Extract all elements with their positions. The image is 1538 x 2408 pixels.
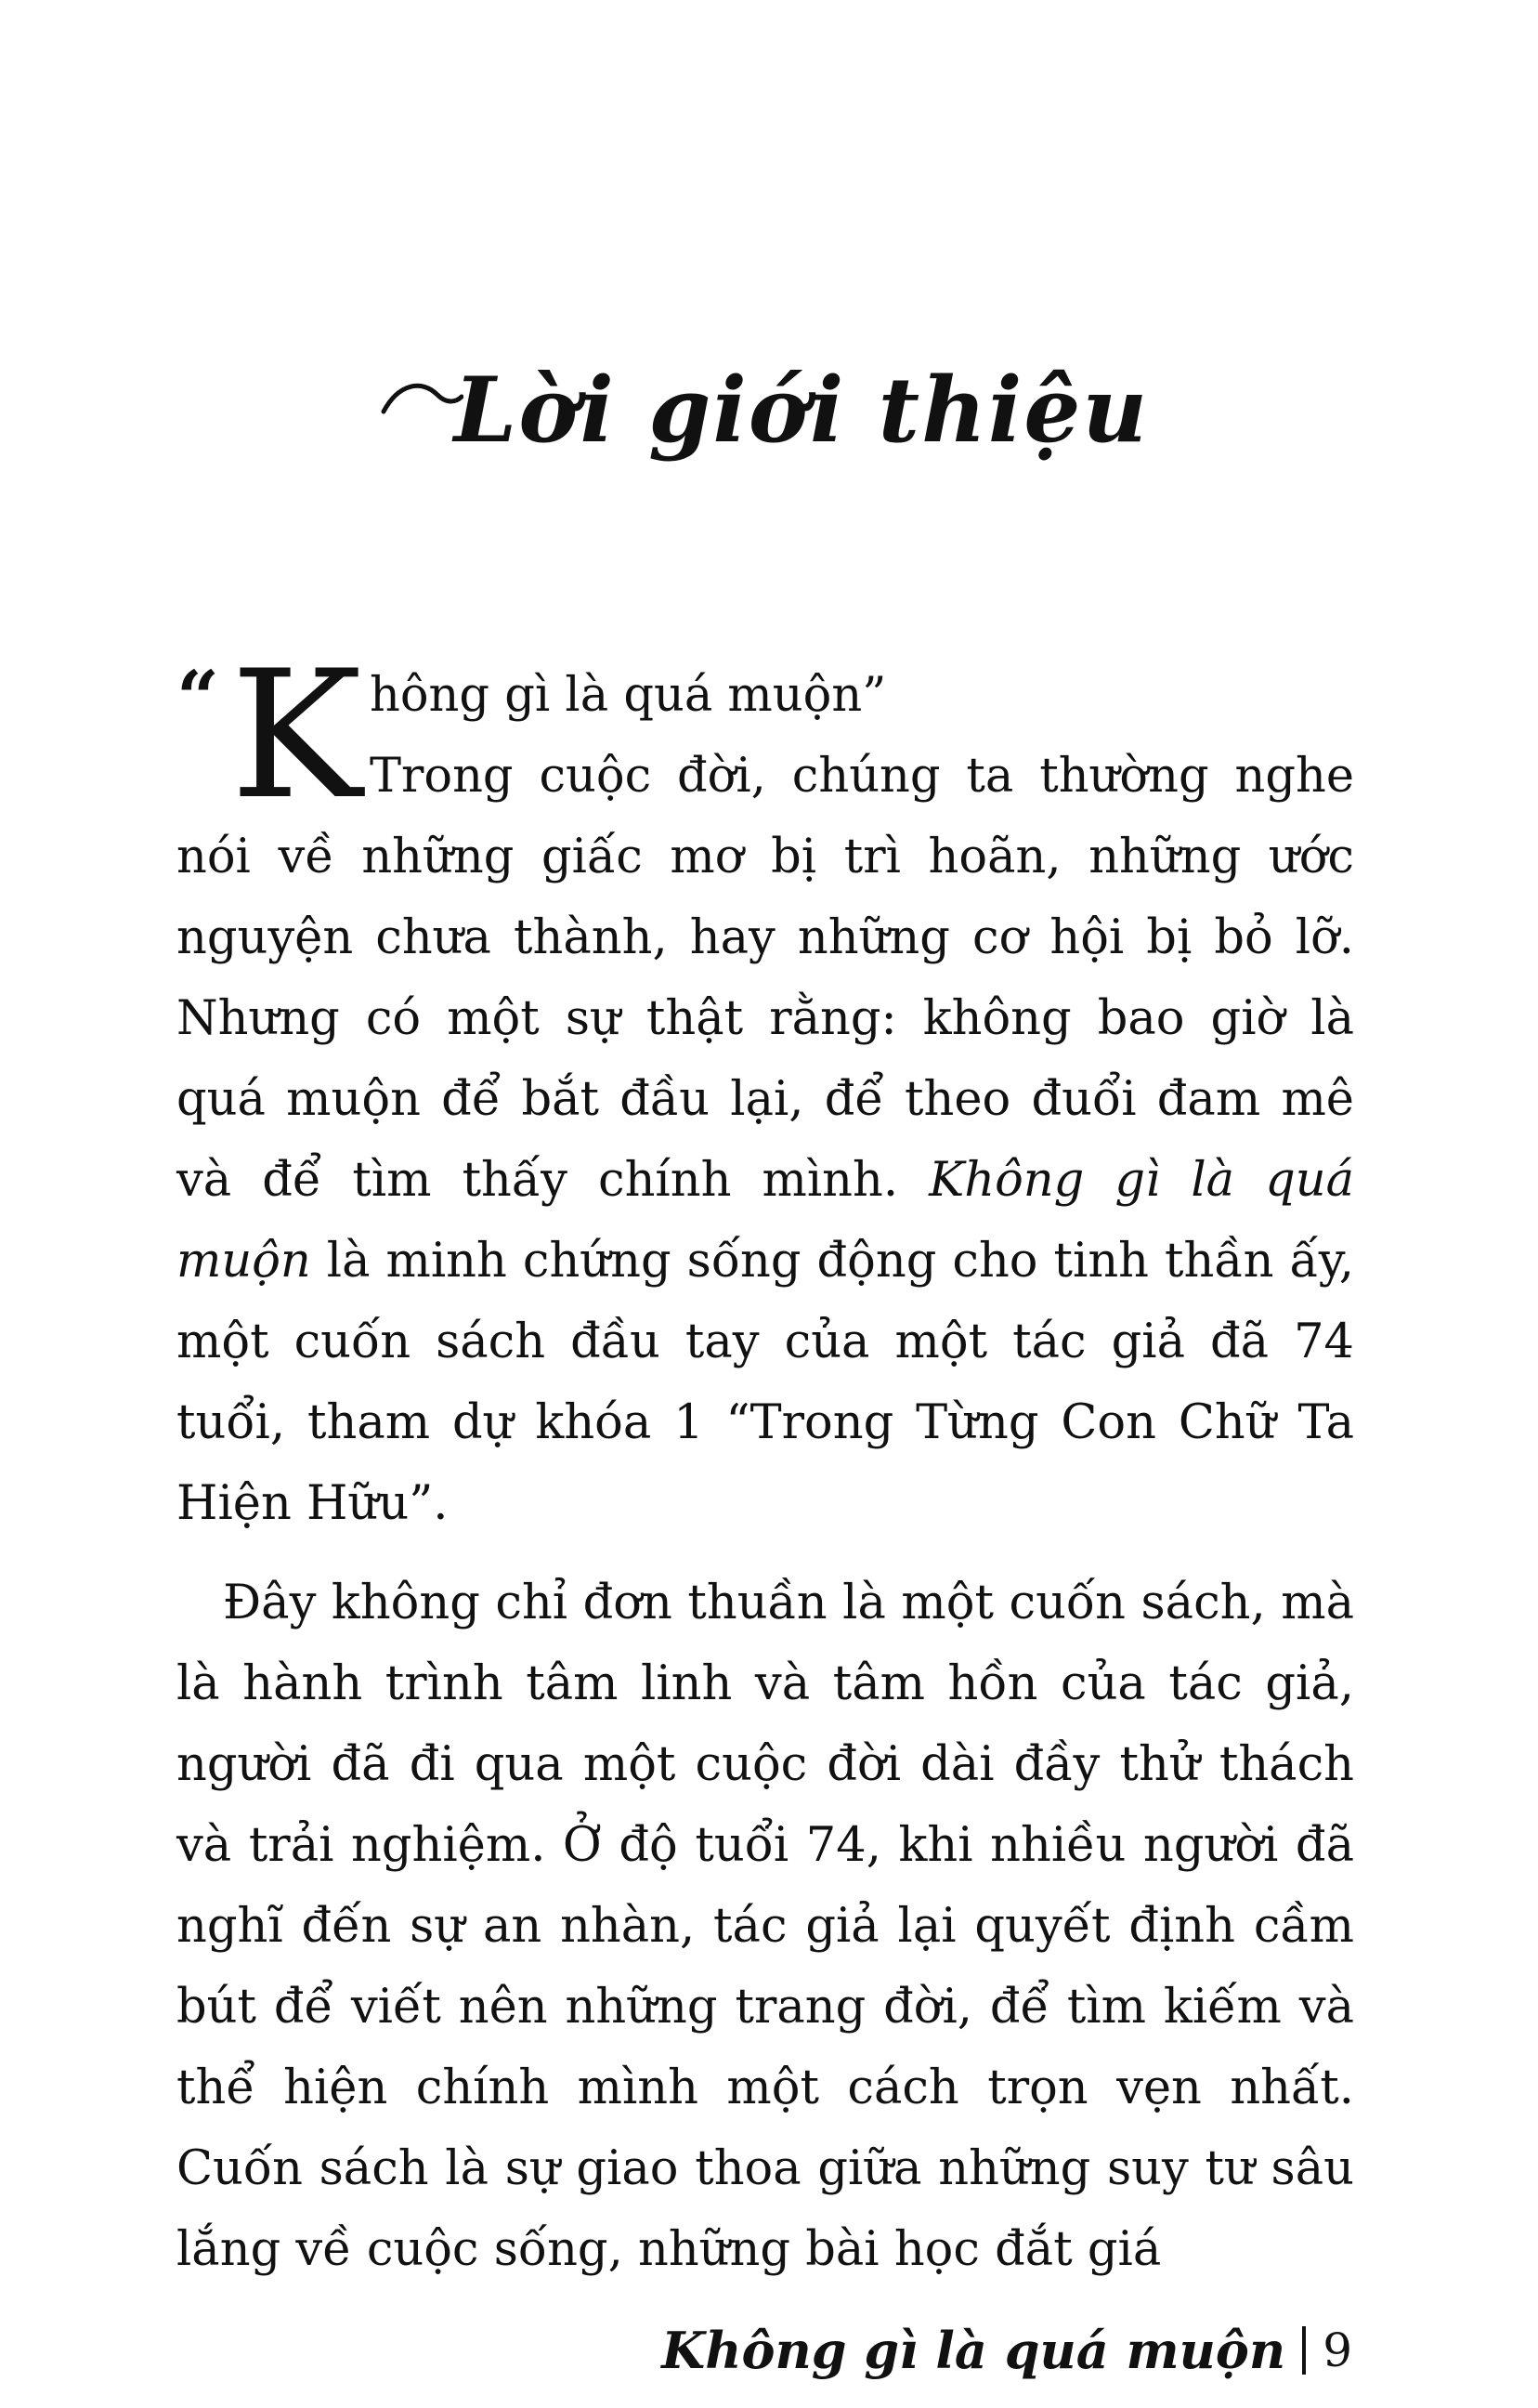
- opening-line: hông gì là quá muộn”: [369, 668, 887, 723]
- chapter-title-area: [0, 358, 1538, 497]
- page-footer: [661, 2313, 1352, 2388]
- chapter-title: [389, 358, 1149, 463]
- drop-cap-letter: K: [230, 633, 362, 838]
- chapter-title-text: Lời giới thiệu: [453, 358, 1150, 463]
- paragraph-1: [176, 633, 1354, 1544]
- book-title-italic: Không gì là quá muộn: [176, 1153, 1354, 1289]
- body-text: [176, 633, 1354, 2290]
- footer-divider: [1302, 2326, 1306, 2375]
- paragraph-2: Đây không chỉ đơn thuần là một cuốn sách, mà là hành trình tâm linh và tâm hồn của tác giả, người đã đi qua một cuộc đời dài đầy thử thách và trải nghiệm. Ở độ tuổi 74, khi nhiều người đã nghĩ đến sự an nhàn, tác giả lại quyết định cầm bút để viết nên những trang đời, để tìm kiếm và thể hiện chính mình một cách trọn vẹn nhất. Cuốn sách là sự giao thoa giữa những suy tư sâu lắng về cuộc sống, những bài học đắt giá: [176, 1576, 1354, 2277]
- paragraph-1-text-a: Trong cuộc đời, chúng ta thường nghe nói về những giấc mơ bị trì hoãn, những ước nguyện chưa thành, hay những cơ hội bị bỏ lỡ. Nhưng có một sự thật rằng: không bao giờ là quá muộn để bắt đầu lại, để theo đuổi đam mê và để tìm thấy chính mình.: [176, 749, 1354, 1208]
- page-number: 9: [1323, 2323, 1352, 2377]
- running-title: Không gì là quá muộn: [661, 2321, 1286, 2380]
- paragraph-1-text-b: là minh chứng sống động cho tinh thần ấy, một cuốn sách đầu tay của một tác giả đã 74 tuổi, tham dự khóa 1 “Trong Từng Con Chữ Ta Hiện Hữu”.: [176, 1234, 1354, 1531]
- calligraphy-swash-icon: [380, 374, 463, 430]
- opening-quote: “: [176, 654, 220, 741]
